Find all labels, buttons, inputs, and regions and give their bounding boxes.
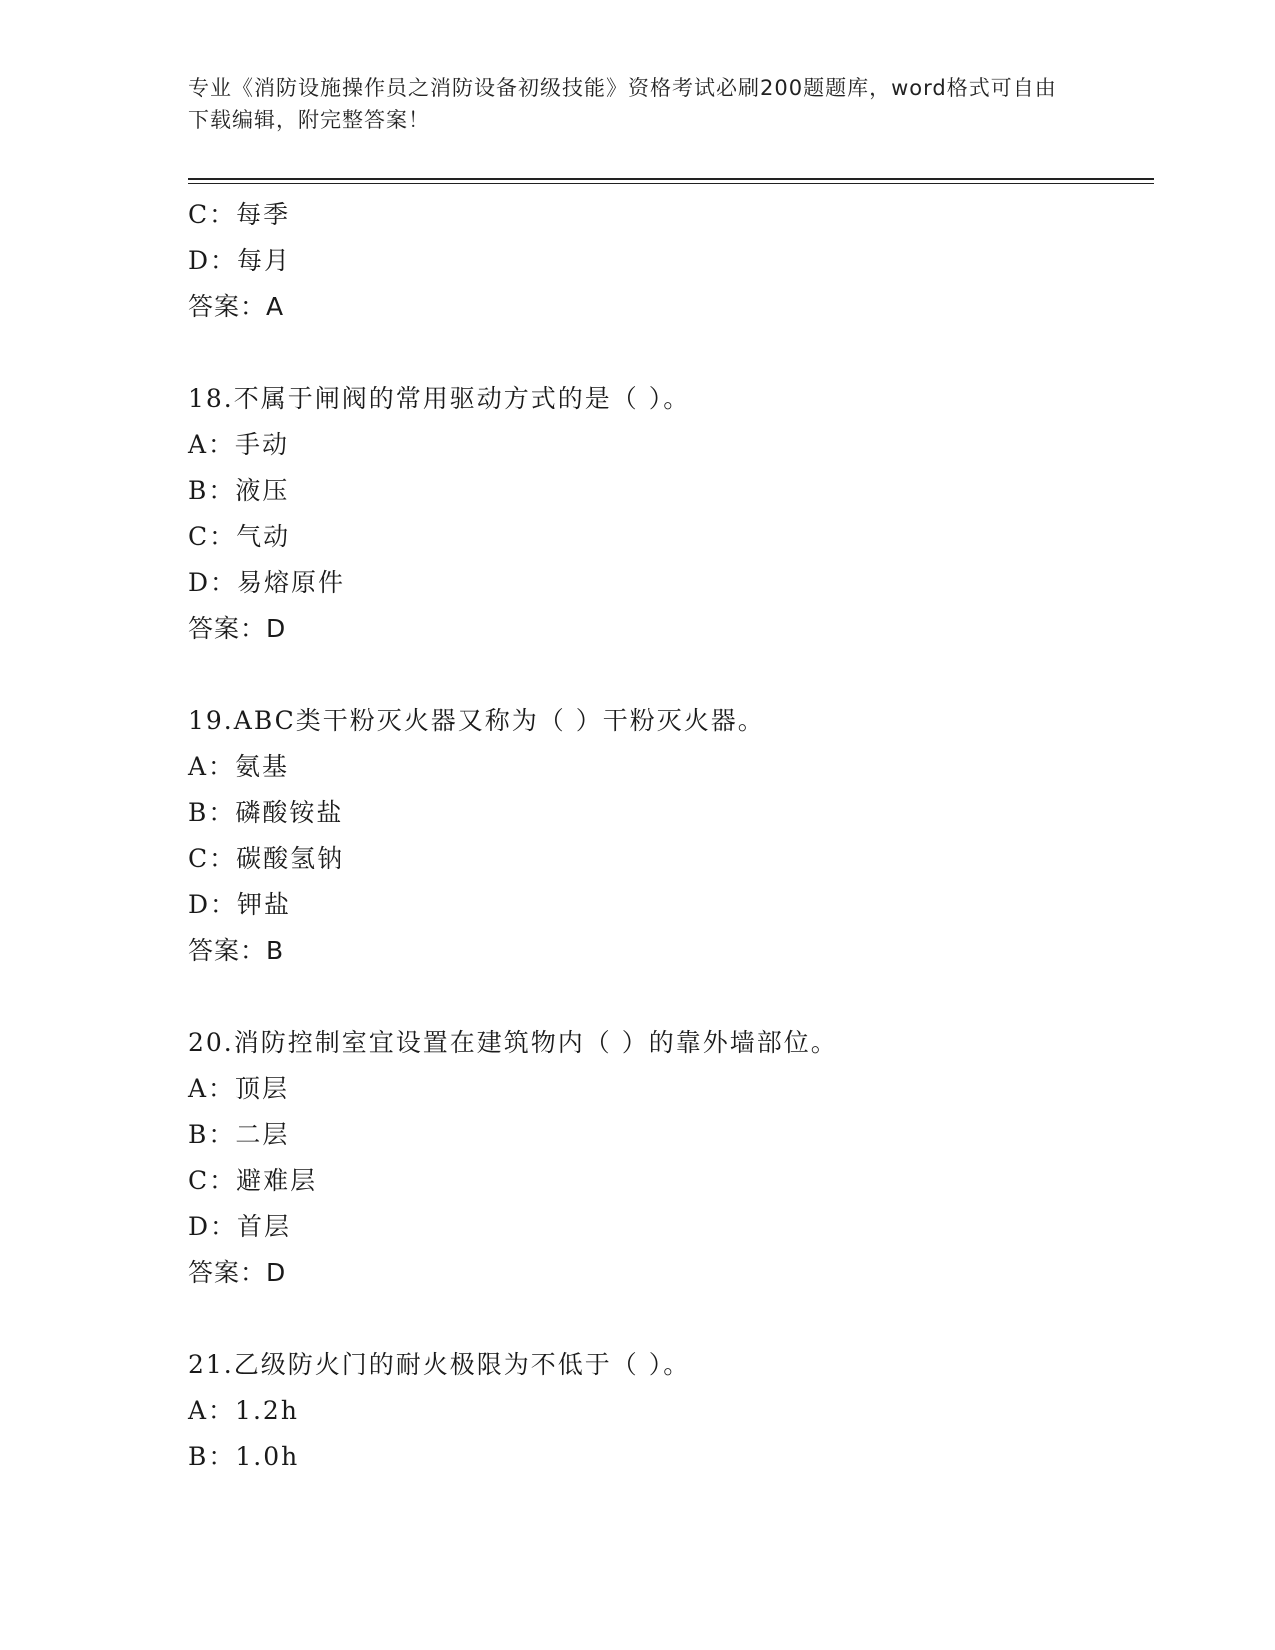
- answer-line: 答案：A: [188, 292, 285, 321]
- option-d: D：易熔原件: [188, 568, 346, 597]
- option-d: D：钾盐: [188, 890, 292, 919]
- option-a: A：手动: [188, 430, 290, 459]
- option-a: A：1.2h: [188, 1396, 299, 1425]
- option-c: C：气动: [188, 522, 291, 551]
- option-b: B：液压: [188, 476, 290, 505]
- answer-line: 答案：D: [188, 1258, 287, 1287]
- option-b: B：二层: [188, 1120, 290, 1149]
- option-c: C：碳酸氢钠: [188, 844, 345, 873]
- question-stem: 21.乙级防火门的耐火极限为不低于（ ）。: [188, 1350, 691, 1379]
- question-stem: 20.消防控制室宜设置在建筑物内（ ）的靠外墙部位。: [188, 1028, 838, 1057]
- option-c: C：每季: [188, 200, 291, 229]
- header-divider-thin: [188, 183, 1154, 184]
- option-c: C：避难层: [188, 1166, 318, 1195]
- option-d: D：每月: [188, 246, 292, 275]
- option-b: B：磷酸铵盐: [188, 798, 344, 827]
- option-d: D：首层: [188, 1212, 292, 1241]
- option-a: A：顶层: [188, 1074, 290, 1103]
- answer-line: 答案：B: [188, 936, 285, 965]
- question-stem: 18.不属于闸阀的常用驱动方式的是（ ）。: [188, 384, 691, 413]
- question-content: [188, 192, 1154, 1480]
- answer-line: 答案：D: [188, 614, 287, 643]
- document-header: 专业《消防设施操作员之消防设备初级技能》资格考试必刷200题题库，word格式可自由下载编辑，附完整答案！: [188, 76, 1057, 132]
- option-b: B：1.0h: [188, 1442, 300, 1471]
- option-a: A：氨基: [188, 752, 290, 781]
- header-divider-thick: [188, 178, 1154, 180]
- question-stem: 19.ABC类干粉灭火器又称为（ ）干粉灭火器。: [188, 706, 765, 735]
